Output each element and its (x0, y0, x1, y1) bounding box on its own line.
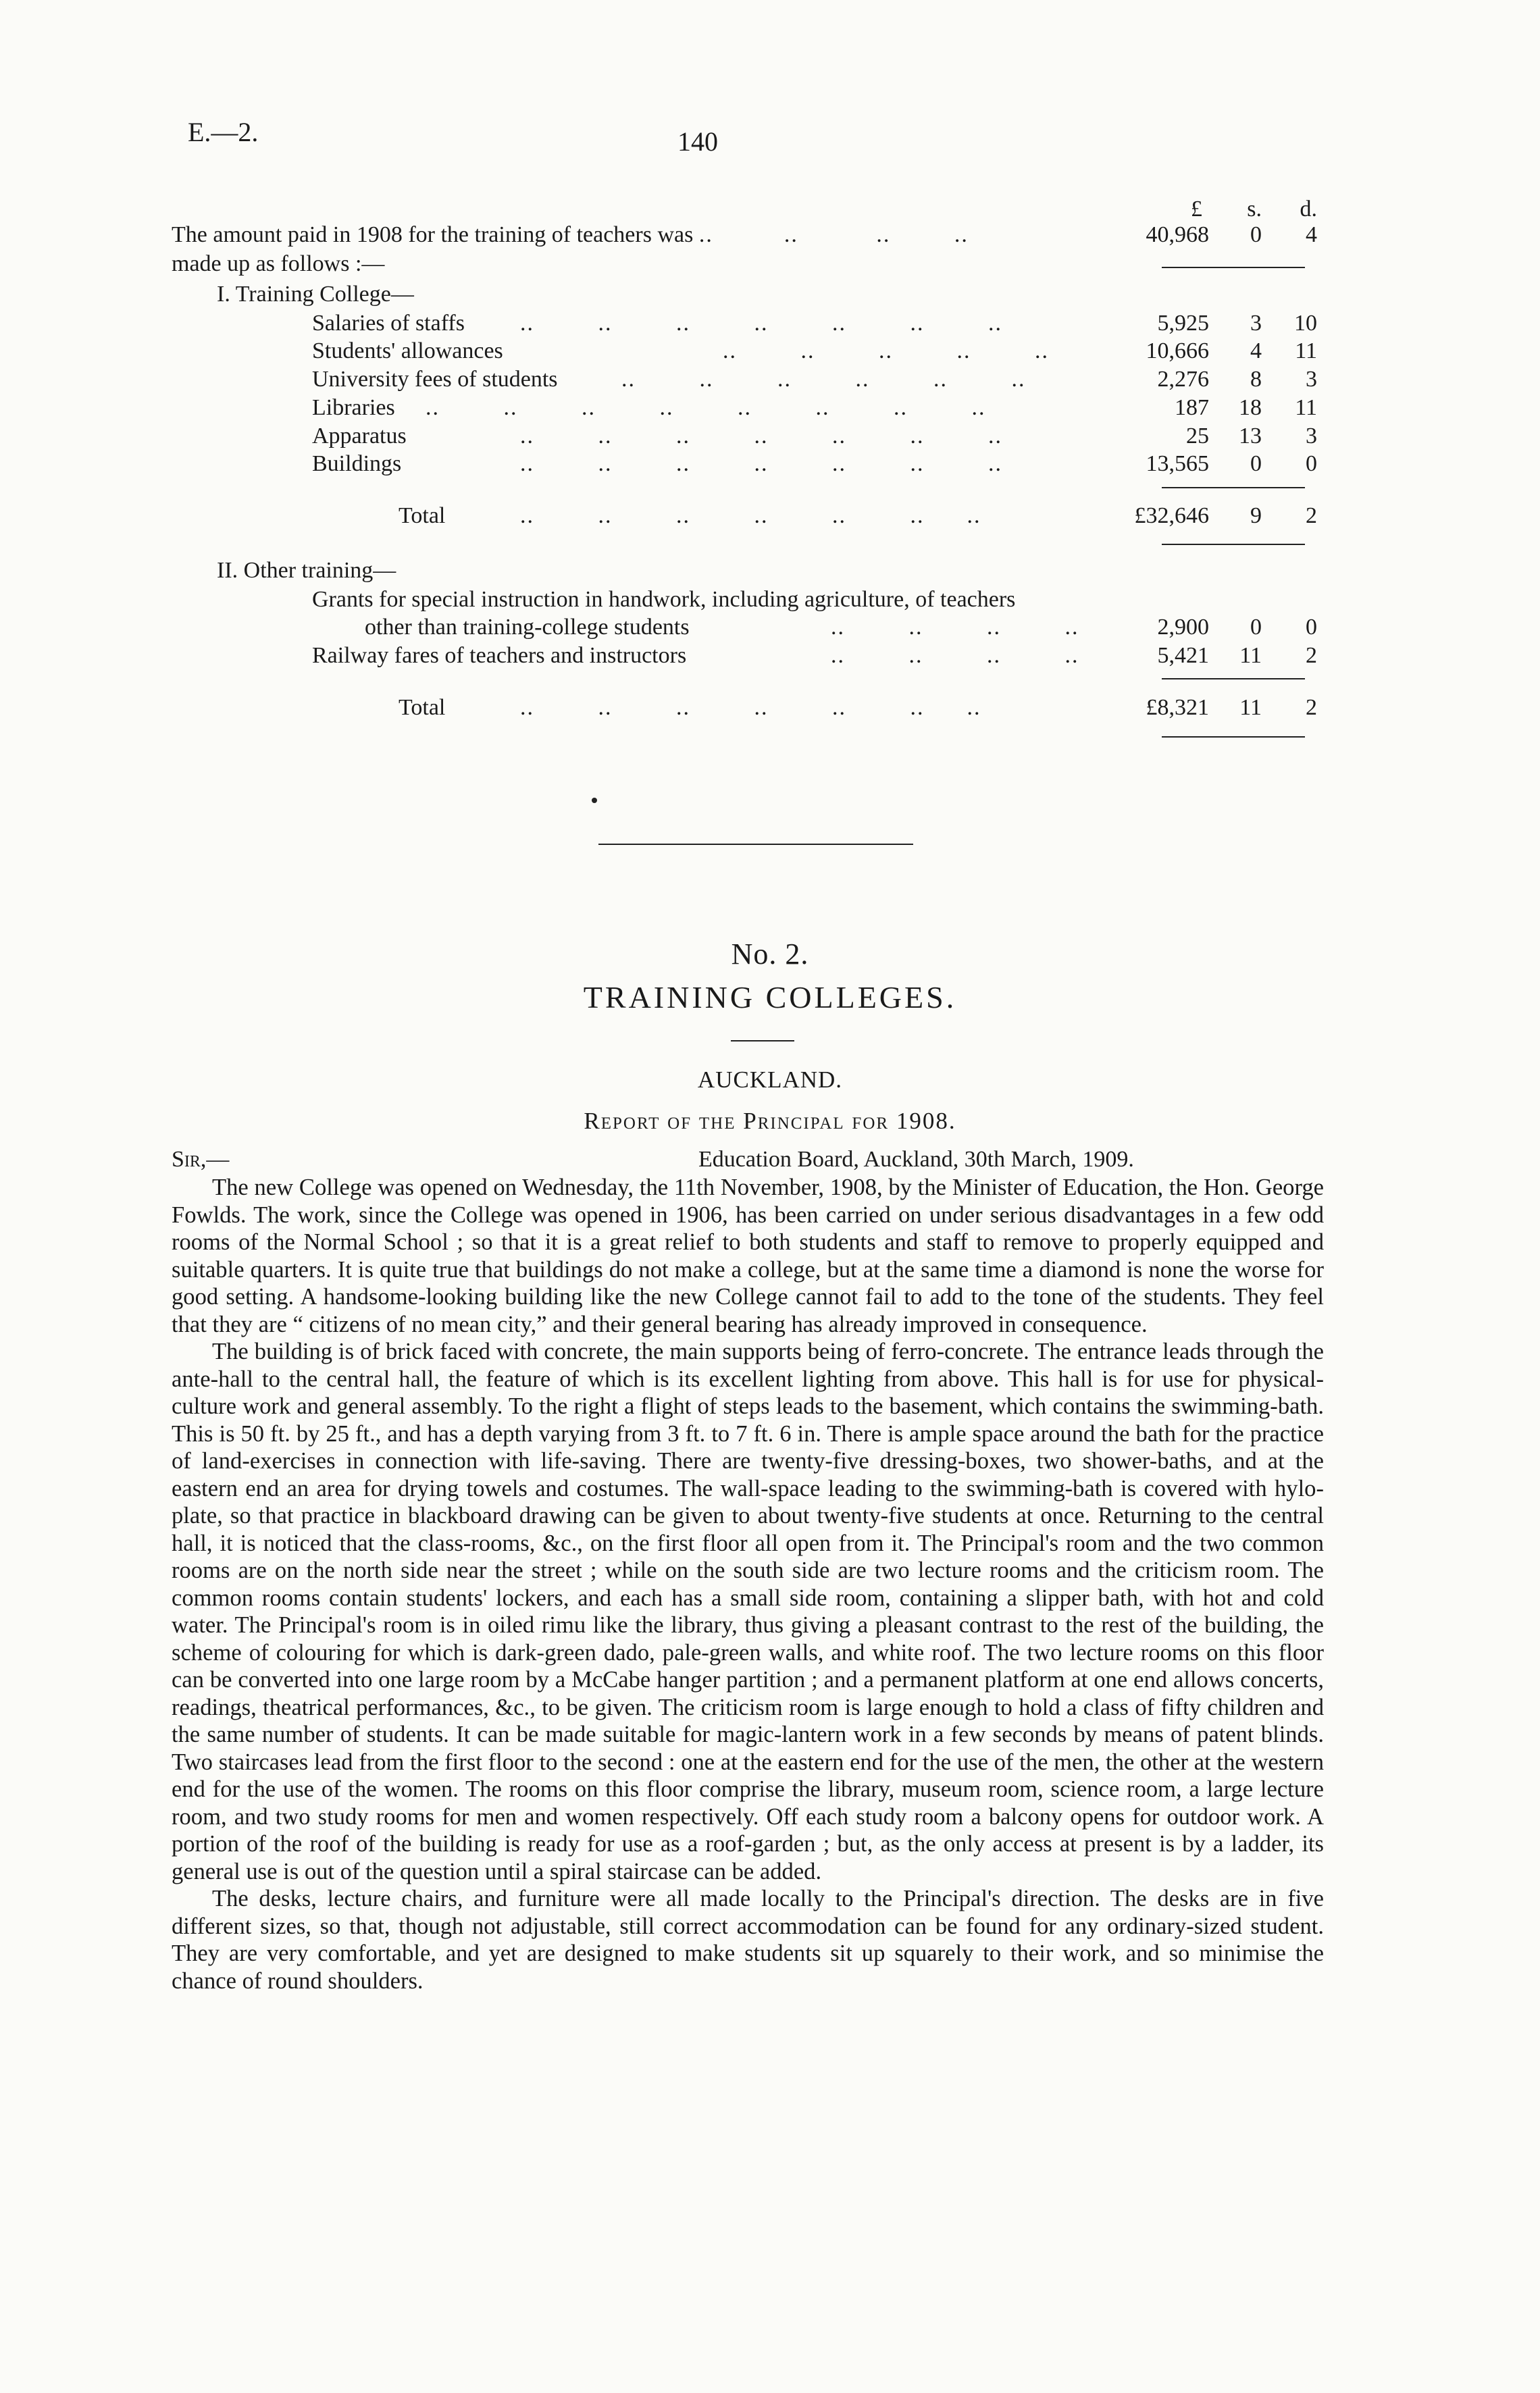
item-label: Students' allowances (312, 338, 503, 363)
body-paragraph: The building is of brick faced with concrete, the main supports being of ferro-concrete. The entrance leads through the ante-hall to the central hall, the feature of which is its excellent lighting from above. This hall is for use for physical-culture work and general assembly. To the right a flight of steps leads to the basement, which contains the swimming-bath. This is 50 ft. by 25 ft., and has a depth varying from 3 ft. to 7 ft. 6 in. There is ample space around the bath for the practice of land-exercises in connection with life-saving. There are twenty-five dressing-boxes, two shower-baths, and at the eastern end an area for drying towels and costumes. The wall-space leading to the swimming-bath is covered with hylo-plate, so that practice in blackboard drawing can be given to about twenty-five students at once. Returning to the central hall, it is noticed that the class-rooms, &c., on the first floor all open from it. The Principal's room and the two common rooms are on the north side near the street ; while on the south side are two lecture rooms and the criticism room. The common rooms contain students' lockers, and each has a small side room, containing a slipper bath, with hot and cold water. The Principal's room is in oiled rimu like the library, thus giving a pleasant contrast to the rest of the building, the scheme of colouring for which is dark-green dado, pale-green walls, and white roof. The two lecture rooms on this floor can be converted into one large room by a McCabe hanger partition ; and a permanent platform at one end allows concerts, readings, theatrical performances, &c., to be given. The criticism room is large enough to hold a class of fifty children and the same number of students. It can be made suitable for magic-lantern work in a few seconds by means of patent blinds. Two staircases lead from the first floor to the second : one at the eastern end for the use of the men, the other at the western end for the use of the women. The rooms on this floor comprise the library, museum room, science room, a large lecture room, and two study rooms for men and women respectively. Off each study room a balcony opens for outdoor work. A portion of the roof of the building is ready for use as a roof-garden ; but, as the only access at present is by a ladder, its general use is out of the question until a spiral staircase can be added. (172, 1339, 1324, 1884)
leader-dots: .. .. .. .. (831, 615, 1079, 640)
section2-heading: II. Other training— (217, 558, 396, 583)
shillings-unit: s. (1247, 197, 1262, 222)
leader-dots: .. .. .. .. .. (723, 338, 1049, 363)
finance-intro-line1: The amount paid in 1908 for the training of teachers was .. .. .. .. (172, 222, 969, 247)
ink-dot (592, 798, 597, 803)
page-number: 140 (677, 126, 718, 157)
leader-dots: .. .. .. .. .. .. .. (520, 695, 981, 720)
grant-line1: Grants for special instruction in handwork, including agriculture, of teachers (312, 587, 1016, 612)
report-title: TRAINING COLLEGES. (583, 980, 957, 1014)
title-short-rule (731, 1040, 794, 1041)
report-place: AUCKLAND. (697, 1066, 843, 1093)
leader-dots: .. .. .. .. .. .. (621, 367, 1026, 392)
pence-unit: d. (1300, 197, 1317, 222)
section-separator-rule (598, 844, 913, 845)
dateline: Education Board, Auckland, 30th March, 1909. (698, 1147, 1134, 1172)
item-label: Salaries of staffs (312, 311, 465, 336)
body-paragraph: The new College was opened on Wednesday, the 11th November, 1908, by the Minister of Education, the Hon. George Fowlds. The work, since the College was opened in 1906, has been carried on under serious disadvantages in a few odd rooms of the Normal School ; so that it is a great relief to both students and staff to remove to properly equipped and suitable quarters. It is quite true that buildings do not make a college, but at the same time a diamond is none the worse for good setting. A handsome-looking building like the new College cannot fail to add to the tone of the students. They feel that they are “ citizens of no mean city,” and their general bearing has already improved in consequence. (172, 1175, 1324, 1337)
section1-heading: I. Training College— (217, 282, 414, 307)
leader-dots: .. .. .. .. (831, 643, 1079, 668)
salutation: Sir,— (172, 1147, 230, 1172)
section2-total-label: Total (399, 695, 446, 720)
rule-above-total2 (1162, 678, 1305, 679)
item-label: University fees of students (312, 367, 558, 392)
report-subtitle: Report of the Principal for 1908. (584, 1108, 956, 1134)
rule-below-total2 (1162, 736, 1305, 738)
report-number: No. 2. (731, 937, 809, 971)
grant-line2: other than training-college students (365, 615, 690, 640)
rule-above-total1 (1162, 487, 1305, 488)
body-paragraph: The desks, lecture chairs, and furniture were all made locally to the Principal's direction. The desks are in five different sizes, so that, though not adjustable, still correct accommodation can be found for any ordinary-sized student. They are very comfortable, and yet are designed to make students sit up squarely to their work, and so minimise the chance of round shoulders. (172, 1886, 1324, 1994)
rule-under-total (1162, 267, 1305, 268)
leader-dots: .. .. .. .. .. .. .. .. (426, 395, 986, 420)
section1-total-label: Total (399, 503, 446, 528)
report-body (172, 1174, 1324, 1995)
railway-label: Railway fares of teachers and instructors (312, 643, 687, 668)
item-label: Libraries (312, 395, 395, 420)
leader-dots: .. .. .. .. .. .. .. (520, 451, 1002, 476)
document-page: E.—2. 140 £ s. d. The amount paid in 1908 for the training of teachers was .. .. .. .. 40,968 0 4 made up as follows :— I. Training College— Salaries of staffs .. .. .. .. .. .. .. 5,925 3 10 Students' allowances .. .. .. .. .. 10,666 4 11 University fees of students .. .. .. .. .. .. 2,276 8 3 Libraries .. .. .. .. .. .. .. .. 187 18 11 Apparatus .. .. .. .. .. .. .. 25 13 3 Buildings .. .. .. .. .. .. .. 13,565 0 0 Total .. .. .. .. .. .. .. £32,646 9 2 II. Other training— Grants for special instruction in handwork, including agriculture, of teachers other than training-college students .. .. .. .. 2,900 0 0 Railway fares of teachers and instructors .. .. .. .. 5,421 11 2 Total .. .. .. .. .. .. .. £8,321 11 2 No. 2. TRAINING COLLEGES. AUCKLAND. Report of the Principal for 1908. Sir,— Education Board, Auckland, 30th March, 1909. The new College was opened on Wednesday, the 11th November, 1908, by the Minister of Education, the Hon. George Fowlds. The work, since the College was opened in 1906, has been carried on under serious disadvantages in a few odd rooms of the Normal School ; so that it is a great relief to both students and staff to remove to properly equipped and suitable quarters. It is quite true that buildings do not make a college, but at the same time a diamond is none the worse for good setting. A handsome-looking building like the new College cannot fail to add to the tone of the students. They feel that they are “ citizens of no mean city,” and their general bearing has already improved in consequence. The building is of brick faced with concrete, the main supports being of ferro-concrete. The entrance leads through the ante-hall to the central hall, the feature of which is its excellent lighting from above. This hall is for use for physical-culture work and general assembly. To the right a flight of steps leads to the basement, which contains the swimming-bath. This is 50 ft. by 25 ft., and has a depth varying from 3 ft. to 7 ft. 6 in. There is ample space around the bath for the practice of land-exercises in connection with life-saving. There are twenty-five dressing-boxes, two shower-baths, and at the eastern end an area for drying towels and costumes. The wall-space leading to the swimming-bath is covered with hylo-plate, so that practice in blackboard drawing can be given to about twenty-five students at once. Returning to the central hall, it is noticed that the class-rooms, &c., on the first floor all open from it. The Principal's room and the two common rooms are on the north side near the street ; while on the south side are two lecture rooms and the criticism room. The common rooms contain students' lockers, and each has a small side room, containing a slipper bath, with hot and cold water. The Principal's room is in oiled rimu like the library, thus giving a pleasant contrast to the rest of the building, the scheme of colouring for which is dark-green dado, pale-green walls, and white roof. The two lecture rooms on this floor can be converted into one large room by a McCabe hanger partition ; and a permanent platform at one end allows concerts, readings, theatrical performances, &c., to be given. The criticism room is large enough to hold a class of fifty children and the same number of students. It can be made suitable for magic-lantern work in a few seconds by means of patent blinds. Two staircases lead from the first floor to the second : one at the eastern end for the use of the men, the other at the western end for the use of the women. The rooms on this floor comprise the library, museum room, science room, a large lecture room, and two study rooms for men and women respectively. Off each study room a balcony opens for outdoor work. A portion of the roof of the building is ready for use as a roof-garden ; but, as the only access at present is by a ladder, its general use is out of the question until a spiral staircase can be added. The desks, lecture chairs, and furniture were all made locally to the Principal's direction. The desks are in five different sizes, so that, though not adjustable, still correct accommodation can be found for any ordinary-sized student. They are very comfortable, and yet are designed to make students sit up squarely to their work, and so minimise the chance of round shoulders. (0, 0, 1540, 2393)
item-label: Buildings (312, 451, 402, 476)
rule-below-total1 (1162, 544, 1305, 545)
leader-dots: .. .. .. .. .. .. .. (520, 423, 1002, 448)
leader-dots: .. .. .. .. .. .. .. (520, 311, 1002, 336)
leader-dots: .. .. .. .. .. .. .. (520, 503, 981, 528)
pounds-unit: £ (1191, 197, 1202, 222)
series-code: E.—2. (188, 117, 259, 147)
finance-intro-line2: made up as follows :— (172, 251, 385, 276)
item-label: Apparatus (312, 423, 407, 448)
